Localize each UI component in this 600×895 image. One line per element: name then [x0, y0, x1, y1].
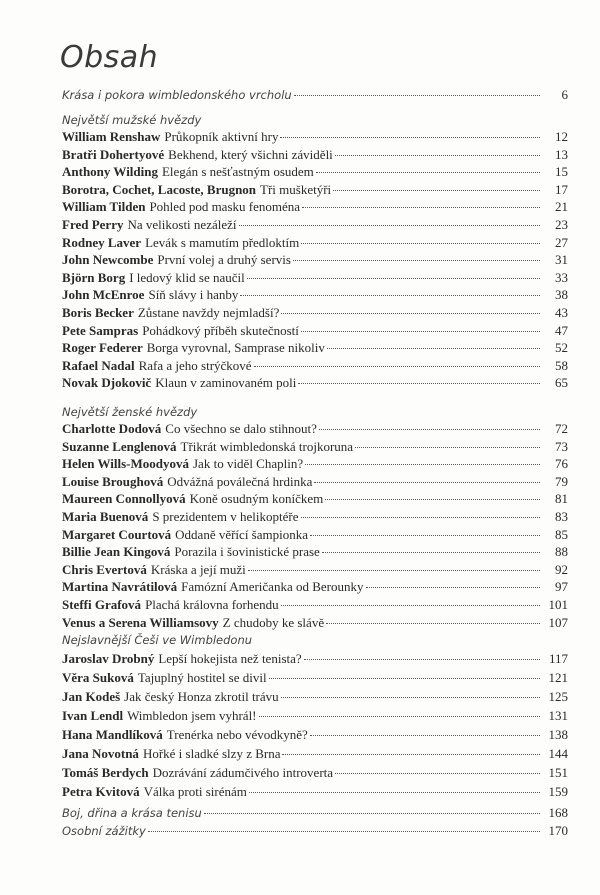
- player-name: Maria Buenová: [62, 508, 149, 524]
- page-number: 31: [555, 252, 568, 268]
- page-number: 81: [555, 491, 568, 507]
- player-name: John Newcombe: [62, 252, 154, 268]
- toc-entry: [62, 706, 568, 725]
- toc-entry: [62, 456, 568, 474]
- page-number: 21: [555, 199, 568, 215]
- chapter-title: Elegán s nešťastným osudem: [161, 164, 314, 180]
- chapter-title: S prezidentem v helikoptéře: [152, 508, 299, 524]
- dot-leader: [325, 499, 540, 500]
- chapter-title: Koně osudným koníčkem: [189, 491, 324, 507]
- chapter-title: Trenérka nebo vévodkyně?: [166, 727, 308, 742]
- page-number: 83: [555, 508, 568, 524]
- toc-entry: [62, 235, 568, 253]
- player-name: Margaret Courtová: [62, 526, 172, 542]
- page-title: Obsah: [60, 40, 159, 75]
- player-name: Petra Kvitová: [62, 784, 140, 799]
- dot-leader: [298, 383, 540, 384]
- section-men: [62, 111, 568, 393]
- dot-leader: [294, 95, 540, 96]
- page-number: 92: [555, 561, 568, 577]
- page-number: 88: [555, 544, 568, 560]
- dot-leader: [282, 754, 540, 755]
- toc-entry: [62, 375, 568, 393]
- chapter-title: Tři mušketýři: [260, 181, 332, 197]
- player-name: Roger Federer: [62, 340, 143, 356]
- player-name: Boris Becker: [62, 304, 134, 320]
- chapter-title: Průkopník aktivní hry: [164, 129, 279, 144]
- page-number: 13: [555, 146, 568, 162]
- page-number: 65: [555, 375, 568, 391]
- chapter-title: I ledový klid se naučil: [129, 269, 245, 285]
- player-name: Tomáš Berdych: [62, 765, 149, 780]
- dot-leader: [335, 155, 540, 156]
- intro-entry: [62, 87, 568, 105]
- page-number: 17: [555, 181, 568, 197]
- player-name: Björn Borg: [62, 269, 126, 285]
- toc-entry: [62, 474, 568, 492]
- player-name: Martina Navrátilová: [62, 579, 178, 595]
- toc-entry: [62, 199, 568, 217]
- toc-entry: [62, 147, 568, 165]
- toc-entry: [62, 182, 568, 200]
- closing-entry-2: [62, 823, 568, 841]
- dot-leader: [314, 482, 540, 483]
- page-number: 159: [548, 784, 568, 799]
- player-name: Suzanne Lenglenová: [62, 438, 177, 454]
- chapter-title: Jak to viděl Chaplin?: [193, 456, 304, 472]
- toc-entry: [62, 287, 568, 305]
- page-number: 23: [555, 216, 568, 232]
- dot-leader: [310, 535, 540, 536]
- page-number: 33: [555, 269, 568, 285]
- page-number: 168: [548, 805, 568, 820]
- page-number: 107: [548, 614, 568, 630]
- chapter-title: Oddaně věřící šampionka: [175, 526, 308, 542]
- toc-entry: [62, 544, 568, 562]
- dot-leader: [240, 295, 540, 296]
- toc-entry: [62, 439, 568, 457]
- toc-entry: [62, 340, 568, 358]
- player-name: Helen Wills-Moodyová: [62, 456, 189, 472]
- toc-entry: [62, 129, 568, 147]
- page-number: 138: [548, 727, 568, 742]
- chapter-title: Pohled pod masku fenoména: [149, 199, 301, 215]
- dot-leader: [366, 587, 541, 588]
- dot-leader: [327, 348, 540, 349]
- chapter-title: Wimbledon jsem vyhrál!: [127, 708, 257, 723]
- page-number: 58: [555, 357, 568, 373]
- dot-leader: [301, 331, 540, 332]
- chapter-title: Borga vyrovnal, Samprase nikoliv: [146, 340, 325, 356]
- chapter-title: Famózní Američanka od Berounky: [181, 579, 364, 595]
- page-number: 151: [548, 765, 568, 780]
- toc-entry: [62, 358, 568, 376]
- dot-leader: [310, 735, 540, 736]
- toc-entry: [62, 509, 568, 527]
- toc-entry: [62, 668, 568, 687]
- chapter-title: Síň slávy i hanby: [148, 287, 239, 303]
- chapter-title: První volej a druhý servis: [157, 252, 291, 268]
- toc-entry: [62, 579, 568, 597]
- player-name: Chris Evertová: [62, 561, 147, 577]
- page-number: 131: [548, 708, 568, 723]
- player-name: Jan Kodeš: [62, 689, 121, 704]
- page-number: 144: [548, 746, 568, 761]
- player-name: Charlotte Dodová: [62, 421, 162, 436]
- chapter-title: Z chudoby ke slávě: [222, 614, 325, 630]
- dot-leader: [254, 366, 540, 367]
- player-name: Věra Suková: [62, 670, 134, 685]
- player-name: Fred Perry: [62, 216, 124, 232]
- toc-entry: [62, 164, 568, 182]
- page-number: 47: [555, 322, 568, 338]
- toc-entry: [62, 217, 568, 235]
- dot-leader: [301, 243, 540, 244]
- section-heading: Nejslavnější Češi ve Wimbledonu: [62, 633, 253, 647]
- section-heading: Největší ženské hvězdy: [62, 405, 198, 419]
- dot-leader: [204, 813, 540, 814]
- closing-entry-1: [62, 805, 568, 823]
- player-name: Steffi Grafová: [62, 596, 142, 612]
- player-name: Hana Mandlíková: [62, 727, 163, 742]
- dot-leader: [319, 429, 540, 430]
- player-name: Pete Sampras: [62, 322, 139, 338]
- dot-leader: [281, 313, 540, 314]
- page-number: 12: [555, 129, 568, 144]
- entry-text: Boj, dřina a krása tenisu: [62, 806, 202, 820]
- page-number: 125: [548, 689, 568, 704]
- toc-entry: [62, 725, 568, 744]
- chapter-title: Bekhend, který všichni záviděli: [168, 146, 333, 162]
- section-czech: [62, 631, 568, 801]
- player-name: Jana Novotná: [62, 746, 139, 761]
- dot-leader: [326, 623, 540, 624]
- page-number: 170: [548, 823, 568, 838]
- chapter-title: Dozrávání zádumčivého introverta: [152, 765, 334, 780]
- dot-leader: [281, 605, 540, 606]
- player-name: William Renshaw: [62, 129, 161, 144]
- page-number: 73: [555, 438, 568, 454]
- page-number: 52: [555, 340, 568, 356]
- page-number: 79: [555, 473, 568, 489]
- chapter-title: Pohádkový příběh skutečností: [142, 322, 299, 338]
- toc-entry: [62, 763, 568, 782]
- chapter-title: Zůstane navždy nejmladší?: [137, 304, 280, 320]
- dot-leader: [248, 570, 540, 571]
- page-number: 43: [555, 304, 568, 320]
- page-number: 72: [555, 421, 568, 436]
- toc-entry: [62, 687, 568, 706]
- page-number: 97: [555, 579, 568, 595]
- page-number: 15: [555, 164, 568, 180]
- dot-leader: [302, 207, 540, 208]
- chapter-title: Co všechno se dalo stihnout?: [165, 421, 317, 436]
- toc-entry: [62, 305, 568, 323]
- chapter-title: Klaun v zaminovaném poli: [155, 375, 297, 391]
- dot-leader: [304, 659, 540, 660]
- dot-leader: [305, 464, 540, 465]
- entry-text: Osobní zážitky: [62, 824, 146, 838]
- player-name: Rafael Nadal: [62, 357, 135, 373]
- toc-entry: [62, 649, 568, 668]
- dot-leader: [269, 678, 540, 679]
- page-number: 121: [548, 670, 568, 685]
- page-number: 38: [555, 287, 568, 303]
- dot-leader: [280, 137, 540, 138]
- chapter-title: Porazila i šovinistické prase: [174, 544, 320, 560]
- toc-entry: [62, 782, 568, 801]
- chapter-title: Plachá královna forhendu: [145, 596, 279, 612]
- dot-leader: [259, 716, 540, 717]
- toc-entry: [62, 744, 568, 763]
- page-number: 117: [548, 651, 568, 666]
- player-name: Maureen Connollyová: [62, 491, 186, 507]
- toc-entry: [62, 252, 568, 270]
- player-name: Bratři Dohertyové: [62, 146, 165, 162]
- player-name: Anthony Wilding: [62, 164, 158, 180]
- dot-leader: [148, 831, 540, 832]
- player-name: Billie Jean Kingová: [62, 544, 171, 560]
- dot-leader: [355, 447, 540, 448]
- chapter-title: Lepší hokejista než tenista?: [158, 651, 302, 666]
- toc-entry: [62, 270, 568, 288]
- chapter-title: Na velikosti nezáleží: [127, 216, 237, 232]
- toc-entry: [62, 597, 568, 615]
- page-number: 76: [555, 456, 568, 472]
- dot-leader: [281, 697, 540, 698]
- chapter-title: Levák s mamutím předloktím: [145, 234, 300, 250]
- chapter-title: Rafa a jeho strýčkové: [138, 357, 252, 373]
- toc-entry: [62, 527, 568, 545]
- chapter-title: Válka proti sirénám: [143, 784, 247, 799]
- player-name: William Tilden: [62, 199, 146, 215]
- toc-entry: [62, 615, 568, 633]
- page-number: 6: [561, 87, 568, 102]
- toc-entry: [62, 323, 568, 341]
- dot-leader: [301, 517, 540, 518]
- page-number: 85: [555, 526, 568, 542]
- player-name: Rodney Laver: [62, 234, 142, 250]
- section-heading: Největší mužské hvězdy: [62, 113, 202, 127]
- player-name: Novak Djokovič: [62, 375, 152, 391]
- player-name: Venus a Serena Williamsovy: [62, 614, 219, 630]
- chapter-title: Tajuplný hostitel se divil: [137, 670, 267, 685]
- player-name: Louise Broughová: [62, 473, 164, 489]
- chapter-title: Hořké i sladké slzy z Brna: [142, 746, 281, 761]
- page-number: 101: [548, 596, 568, 612]
- dot-leader: [333, 190, 540, 191]
- toc-entry: [62, 491, 568, 509]
- player-name: Ivan Lendl: [62, 708, 124, 723]
- chapter-title: Odvážná poválečná hrdinka: [167, 473, 313, 489]
- toc-entry: [62, 562, 568, 580]
- dot-leader: [247, 278, 540, 279]
- entry-text: Krása i pokora wimbledonského vrcholu: [62, 88, 292, 102]
- page-number: 27: [555, 234, 568, 250]
- dot-leader: [239, 225, 541, 226]
- chapter-title: Jak český Honza zkrotil trávu: [124, 689, 279, 704]
- player-name: Borotra, Cochet, Lacoste, Brugnon: [62, 181, 257, 197]
- chapter-title: Třikrát wimbledonská trojkoruna: [180, 438, 354, 454]
- dot-leader: [316, 172, 540, 173]
- chapter-title: Kráska a její muži: [150, 561, 246, 577]
- dot-leader: [335, 773, 540, 774]
- player-name: Jaroslav Drobný: [62, 651, 155, 666]
- dot-leader: [249, 792, 540, 793]
- toc-entry: [62, 421, 568, 439]
- section-women: [62, 403, 568, 632]
- dot-leader: [322, 552, 540, 553]
- dot-leader: [293, 260, 540, 261]
- player-name: John McEnroe: [62, 287, 145, 303]
